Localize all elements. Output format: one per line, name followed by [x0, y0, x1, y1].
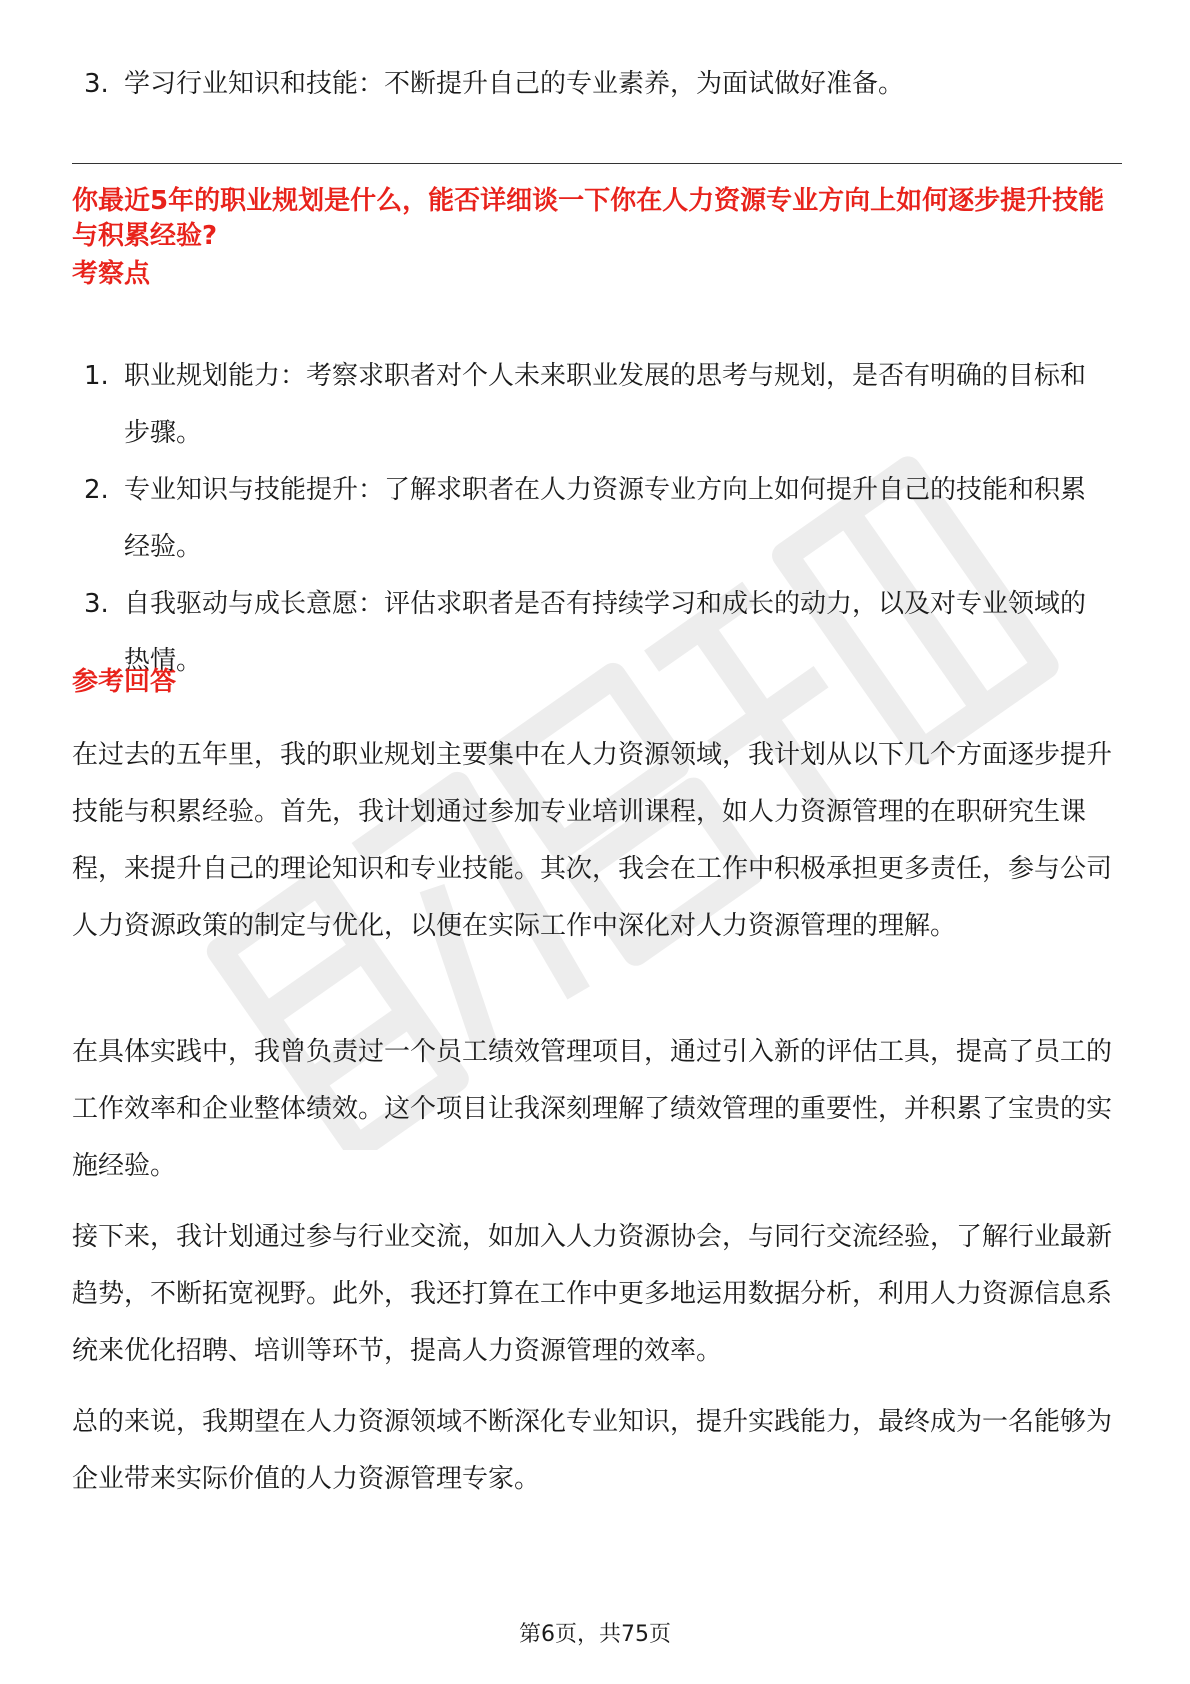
list-item-text: 职业规划能力：考察求职者对个人未来职业发展的思考与规划，是否有明确的目标和步骤。	[124, 361, 1087, 448]
list-item	[84, 348, 1104, 462]
interview-question: 你最近5年的职业规划是什么，能否详细谈一下你在人力资源专业方向上如何逐步提升技能与积累经验?	[72, 186, 1105, 251]
answer-paragraph: 在具体实践中，我曾负责过一个员工绩效管理项目，通过引入新的评估工具，提高了员工的工作效率和企业整体绩效。这个项目让我深刻理解了绩效管理的重要性，并积累了宝贵的实施经验。	[72, 1037, 1113, 1181]
list-item-number: 1.	[84, 361, 109, 391]
page-number-footer: 第6页，共75页	[519, 1622, 671, 1647]
answer-paragraph: 接下来，我计划通过参与行业交流，如加入人力资源协会，与同行交流经验，了解行业最新趋势，不断拓宽视野。此外，我还打算在工作中更多地运用数据分析，利用人力资源信息系统来优化招聘、培训等环节，提高人力资源管理的效率。	[72, 1222, 1113, 1366]
continued-list-item	[84, 62, 1104, 106]
list-item-number: 3.	[84, 69, 109, 99]
list-item	[84, 576, 1104, 690]
list-item-number: 2.	[84, 475, 109, 505]
list-item	[84, 462, 1104, 576]
answer-paragraph: 在过去的五年里，我的职业规划主要集中在人力资源领域，我计划从以下几个方面逐步提升技能与积累经验。首先，我计划通过参加专业培训课程，如人力资源管理的在职研究生课程，来提升自己的理论知识和专业技能。其次，我会在工作中积极承担更多责任，参与公司人力资源政策的制定与优化，以便在实际工作中深化对人力资源管理的理解。	[72, 740, 1113, 941]
assessment-heading: 考察点	[72, 259, 151, 289]
list-item-text: 自我驱动与成长意愿：评估求职者是否有持续学习和成长的动力，以及对专业领域的热情。	[124, 589, 1087, 676]
list-item-number: 3.	[84, 589, 109, 619]
list-item-text: 专业知识与技能提升：了解求职者在人力资源专业方向上如何提升自己的技能和积累经验。	[124, 475, 1087, 562]
answer-paragraph: 总的来说，我期望在人力资源领域不断深化专业知识，提升实践能力，最终成为一名能够为企业带来实际价值的人力资源管理专家。	[72, 1407, 1113, 1494]
list-item-text: 学习行业知识和技能：不断提升自己的专业素养，为面试做好准备。	[124, 69, 905, 99]
section-divider	[72, 163, 1122, 164]
answer-heading: 参考回答	[72, 667, 177, 697]
assessment-list	[84, 348, 1104, 690]
